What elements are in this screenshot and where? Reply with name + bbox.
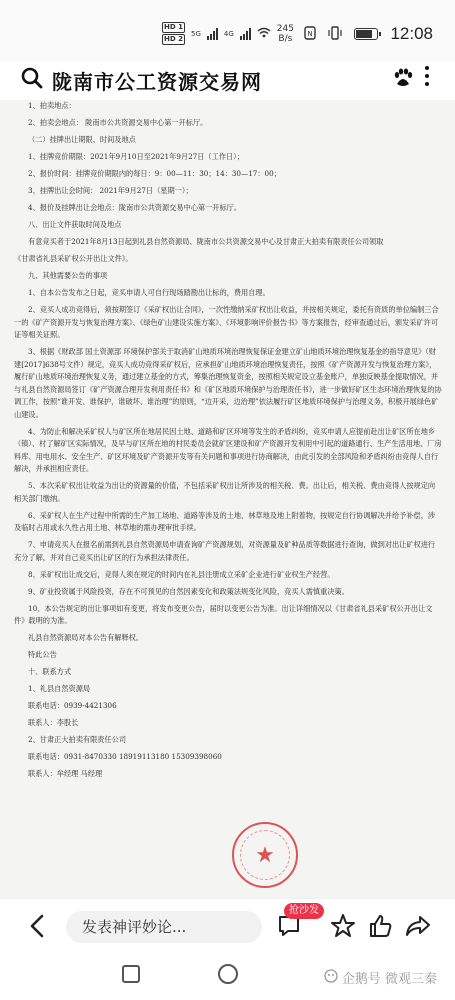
doc-line: 2、竞买人成功竞得后，须按期签订《采矿权出让合同》，一次性缴纳采矿权出让收益，并按相关规定，委托有资质的单位编制三合一的《矿产资源开发与恢复治理方案》、《绿色矿山建设实施方案》、《环境影响评价报告书》等方案报告，经审查通过后，颁发采矿许可证等相关证照。 [14,305,439,339]
app-header [0,62,455,100]
doc-line: 7、申请竞买人在报名前需到礼县自然资源局申请查询矿产资源规划，对资源量及矿种品质等数据进行查询，做到对出让矿权进行充分了解，并对自己竞买出让矿区的行为承担法律责任。 [14,540,436,562]
more-options-icon[interactable] [424,66,430,86]
doc-line: 有意竞买者于2021年8月13日起到礼县自然资源局、陇南市公共资源交易中心及甘肃正大拍卖有限责任公司领取 [28,237,384,246]
network-4g-label: 4G [223,29,234,38]
comment-input[interactable]: 发表神评妙论... [66,911,262,943]
doc-line: 十、联系方式 [28,667,72,676]
doc-line: 联系人：牟经理 马经理 [28,769,103,778]
doc-line: 4、为防止和解决采矿权人与矿区所在地居民因土地、道路和矿区环境等发生的矛盾纠纷，竞买申请人应提前赴出让矿区所在地乡（镇）、村了解矿区实际情况，及早与矿区所在地的村民委员会就矿区建设和矿产资源开发利用中引起的道路通行、生产生活用地、厂房料库、用电用水、安全生产、矿区环境及矿产资源开发等有关问题和事项进行协商解决，由此引发的全部风险和矛盾纠纷由竞得人自行解决，并承担相应责任。 [14,426,442,473]
doc-line: 9、矿业投资属于风险投资，存在不可预见的自然因素变化和政策法规变化风险，竞买人需慎重决策。 [28,586,349,596]
company-seal [232,822,298,888]
doc-line: 联系人：李股长 [28,718,79,727]
doc-line: 8、采矿权出让成交后，竞得人须在规定的时间内在礼县注册成立采矿企业进行矿业权生产经营。 [28,569,335,579]
doc-line: 礼县自然资源局对本公告有解释权。 [28,633,144,642]
speed-value: 245 [276,23,294,34]
seal-star-icon: ★ [255,843,275,869]
doc-line: 联系电话：0931-8470330 18919113180 15309398060 [28,752,222,761]
nfc-icon [304,25,316,44]
doc-line: 3、挂牌出让会时间： 2021年9月27日（星期一）； [28,186,193,195]
back-arrow-icon[interactable] [28,913,46,943]
doc-line: 10、本公告规定的出让事项如有变更，将发布变更公告，届时以变更公告为准。出让详细情况以《甘肃省礼县采矿权公开出让文件》载明的为准。 [14,603,433,625]
favorite-star-icon[interactable] [330,913,356,943]
sofa-badge[interactable]: 抢沙发 [284,903,324,919]
doc-line: 4、报价及挂牌出让会地点：陇南市公共资源交易中心第一开标厅。 [28,203,242,212]
speed-unit: B/s [278,33,293,44]
doc-line: 2、报价时间：挂牌竞价期限内的每日：9：00—11：30；14：30—17：00； [28,169,281,178]
recent-apps-button[interactable] [122,965,140,983]
share-icon[interactable] [404,913,432,943]
svg-text:N: N [307,29,314,38]
hd1-indicator: HD 1 [164,23,183,31]
doc-line: 九、其他需要公告的事项 [28,271,108,280]
signal-bars-icon [207,28,218,40]
home-button[interactable] [218,964,238,984]
signal-group [162,22,294,45]
status-bar [0,0,455,62]
network-speed [277,24,294,44]
doc-line: 3、根据《财政部 国土资源部 环境保护部关于取消矿山地质环境治理恢复保证金建立矿山地质环境治理恢复基金的指导意见》（财建[2017]638号文件）规定，竞买人成功竞得采矿权后，应承担矿山地质环境治理恢复责任，按照《矿产资源开发与恢复治理方案》，履行矿山地质环境治理恢复义务，通过建立基金的方式，筹集治理恢复资金，按照相关规定设立基金账户，单独反映基金提取情况，并与礼县自然资源局签订《矿产资源合理开发利用责任书》和《矿区地质环境保护与治理责任书》，进一步做好矿区生态环境治理恢复的协调工作，按照“谁开发、谁保护，谁破坏、谁治理”的原则，“边开采，边治理”依法履行矿区地质环境保护与治理义务，积极开展绿色矿山建设。 [14,347,442,419]
action-bar [0,898,455,954]
battery-icon [354,28,378,40]
doc-line: 《甘肃省礼县采矿权公开出让文件》。 [14,254,133,263]
doc-line: 1、挂牌竞价期限：2021年9月10日至2021年9月27日（工作日）； [28,152,244,161]
paw-icon[interactable] [392,68,414,92]
status-right [304,24,433,44]
wifi-icon [257,27,271,41]
search-icon[interactable] [20,66,44,94]
like-thumb-icon[interactable] [368,913,394,943]
doc-line: 5、本次采矿权出让收益为出让的资源量的价值，不包括采矿权出让所涉及的相关税、费。出让后，相关税、费由竞得人按规定向相关部门缴纳。 [14,481,436,503]
doc-line: 特此公告 [28,650,57,659]
doc-line: 6、采矿权人在生产过程中所需的生产加工场地、道路等涉及的土地、林草地及地上附着物，按规定自行协调解决并给予补偿，涉及临时占用或永久性占用土地、林草地的需办理审批手续。 [14,510,436,532]
site-title: 陇南市公工资源交易网 [52,70,262,94]
watermark [324,968,437,987]
doc-line: 2、拍卖会地点： 陇南市公共资源交易中心第一开标厅。 [28,118,208,127]
watermark-text: 企鹅号 微观三秦 [341,972,437,987]
clock-time: 12:08 [390,24,433,43]
doc-line: 1、礼县自然资源局 [28,684,91,693]
document-image [0,100,455,920]
hd2-indicator: HD 2 [164,35,183,43]
system-nav-bar [0,954,455,1000]
doc-line: 1、自本公告发布之日起，竞买申请人可自行现场踏勘出让标的，费用自理。 [28,288,270,297]
network-5g-label: 5G [190,29,201,38]
doc-line: （二）挂牌出让期限、时间及地点 [28,135,136,144]
document-text [14,100,442,785]
signal-bars-2-icon [240,28,251,40]
vibrate-icon [328,25,342,44]
doc-line: 八、出让文件获取时间及地点 [28,220,122,229]
doc-line: 1、拍卖地点： [28,101,76,110]
doc-line: 联系电话：0939-4421306 [28,701,117,710]
penguin-logo-icon [324,969,338,987]
doc-line: 2、甘肃正大拍卖有限责任公司 [28,735,127,744]
